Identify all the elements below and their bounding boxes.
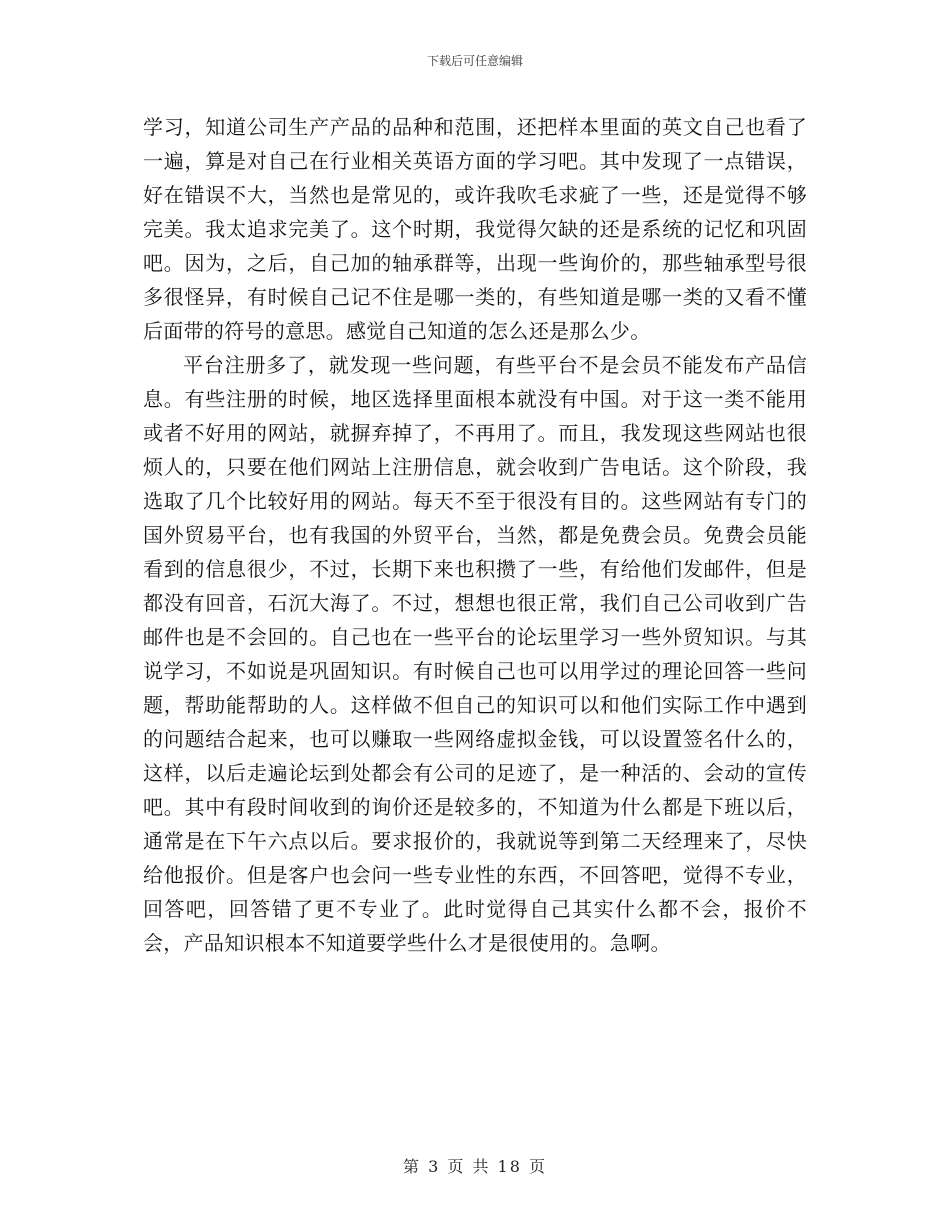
paragraph-platform-registration: 平台注册多了，就发现一些问题，有些平台不是会员不能发布产品信息。有些注册的时候，地区选择里面根本就没有中国。对于这一类不能用或者不好用的网站，就摒弃掉了，不再用了。而且，我发现这些网站也很烦人的，只要在他们网站上注册信息，就会收到广告电话。这个阶段，我选取了几个比较好用的网站。每天不至于很没有目的。这些网站有专门的国外贸易平台，也有我国的外贸平台，当然，都是免费会员。免费会员能看到的信息很少，不过，长期下来也积攒了一些，有给他们发邮件，但是都没有回音，石沉大海了。不过，想想也很正常，我们自己公司收到广告邮件也是不会回的。自己也在一些平台的论坛里学习一些外贸知识。与其说学习，不如说是巩固知识。有时候自己也可以用学过的理论回答一些问题，帮助能帮助的人。这样做不但自己的知识可以和他们实际工作中遇到的问题结合起来，也可以赚取一些网络虚拟金钱，可以设置签名什么的，这样，以后走遍论坛到处都会有公司的足迹了，是一种活的、会动的宣传吧。其中有段时间收到的询价还是较多的，不知道为什么都是下班以后，通常是在下午六点以后。要求报价的，我就说等到第二天经理来了，尽快给他报价。但是客户也会问一些专业性的东西，不回答吧，觉得不专业，回答吧，回答错了更不专业了。此时觉得自己其实什么都不会，报价不会，产品知识根本不知道要学些什么才是很使用的。急啊。 (143, 353, 807, 955)
document-body (143, 110, 807, 960)
paragraph-continuation: 学习，知道公司生产产品的品种和范围，还把样本里面的英文自己也看了一遍，算是对自己在行业相关英语方面的学习吧。其中发现了一点错误，好在错误不大，当然也是常见的，或许我吹毛求疵了一些，还是觉得不够完美。我太追求完美了。这个时期，我觉得欠缺的还是系统的记忆和巩固吧。因为，之后，自己加的轴承群等，出现一些询价的，那些轴承型号很多很怪异，有时候自己记不住是哪一类的，有些知道是哪一类的又看不懂后面带的符号的意思。感觉自己知道的怎么还是那么少。 (143, 115, 807, 343)
page-header: 下载后可任意编辑 (426, 54, 523, 68)
page-number: 第 3 页 共 18 页 (403, 1157, 547, 1176)
